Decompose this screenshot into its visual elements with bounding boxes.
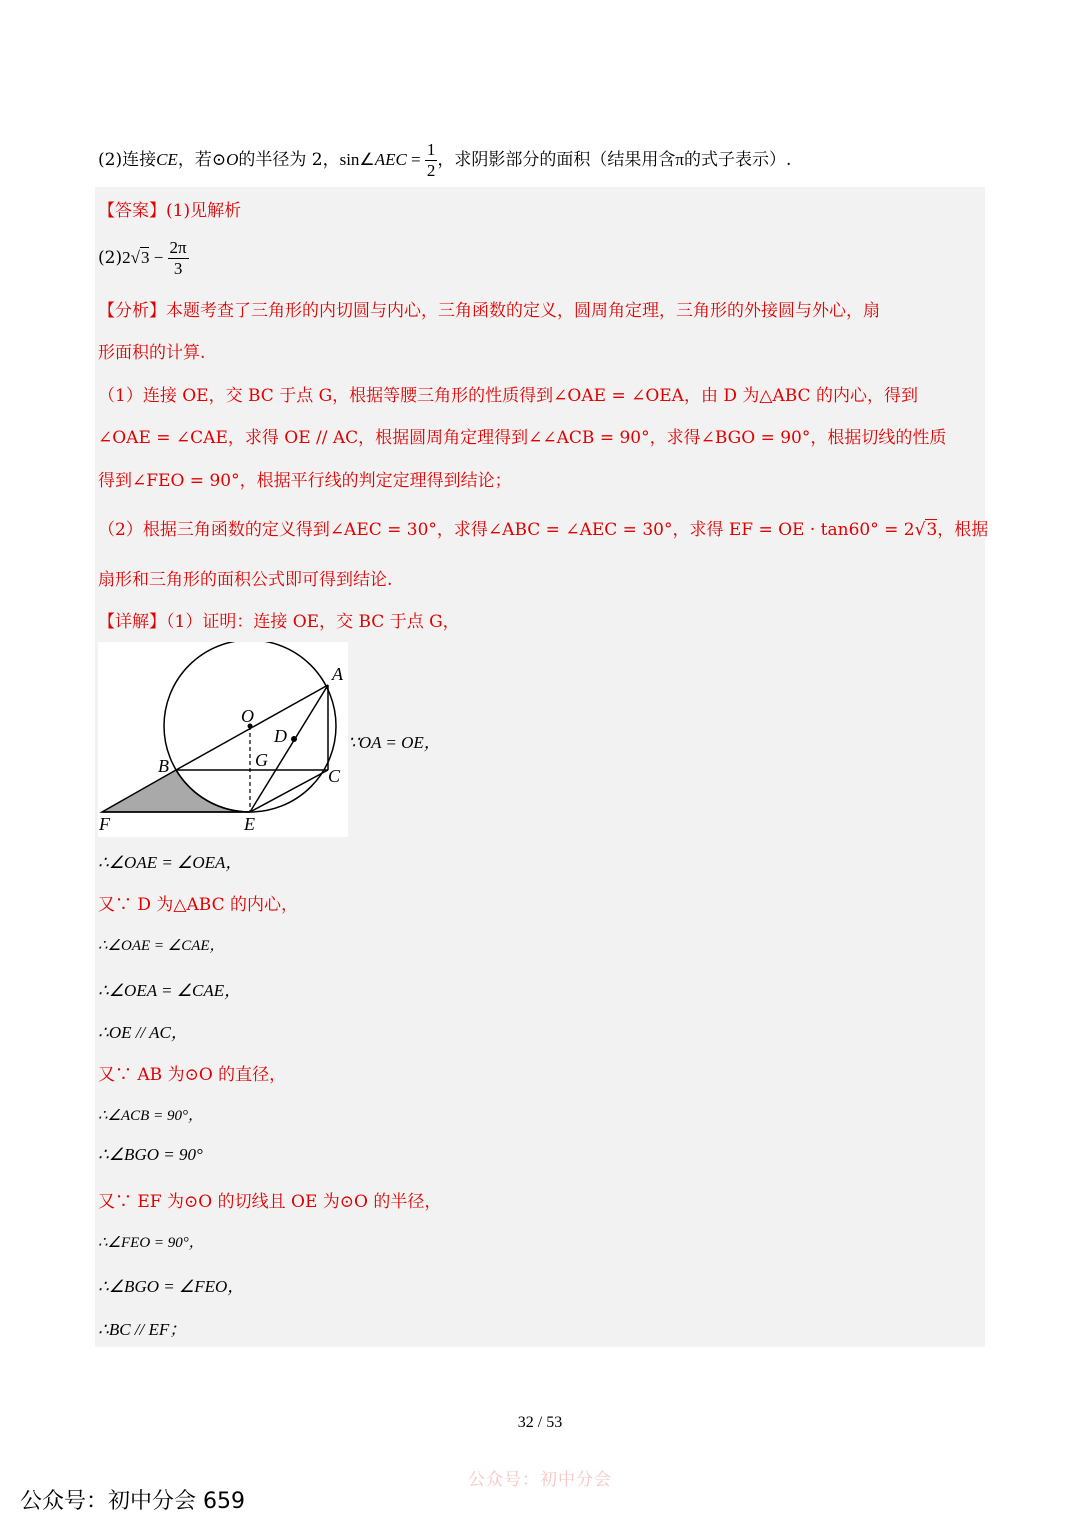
step-2: 又∵ D 为△ABC 的内心， (98, 895, 299, 915)
answer-part2: (2)2√3 − $\frac{2\pi}{3}$ (98, 238, 187, 278)
shaded-region (102, 770, 250, 812)
label-o: O (241, 706, 254, 726)
step-4: ∴∠OEA = ∠CAE， (98, 981, 242, 1000)
step-8: ∴∠BGO = 90° (98, 1145, 203, 1164)
step-6: 又∵ AB 为⊙O 的直径， (98, 1065, 287, 1085)
label-e: E (244, 814, 255, 834)
geometry-figure (98, 642, 348, 837)
chord-ae (250, 685, 328, 812)
analysis-line-3: （1）连接 OE，交 BC 于点 G，根据等腰三角形的性质得到∠OAE = ∠OEA，由 D 为△ABC 的内心，得到 (98, 386, 918, 406)
geometry-diagram (98, 642, 348, 837)
label-c: C (328, 766, 341, 786)
label-d: D (274, 726, 287, 746)
step-3: ∴∠OAE = ∠CAE， (98, 938, 225, 954)
step-12: ∴BC // EF； (98, 1320, 187, 1339)
detail-label: 【详解】（1）证明：连接 OE，交 BC 于点 G， (98, 612, 460, 632)
answer-label: 【答案】(1)见解析 (98, 201, 242, 221)
analysis-line-6: （2）根据三角函数的定义得到∠AEC = 30°，求得∠ABC = ∠AEC = 30°，求得 EF = OE · tan60° = 2√3，根据 (98, 520, 989, 540)
fraction-one-half: $\frac{1}{2}$ (426, 140, 436, 180)
step-9: 又∵ EF 为⊙O 的切线且 OE 为⊙O 的半径， (98, 1192, 442, 1212)
step-1: ∴∠OAE = ∠OEA， (98, 853, 243, 872)
analysis-line-7: 扇形和三角形的面积公式即可得到结论. (98, 570, 393, 590)
label-b: B (158, 756, 169, 776)
label-a: A (332, 664, 343, 684)
page-number: 32 / 53 (517, 1414, 563, 1431)
bottom-left-caption: 公众号：初中分会 659 (20, 1489, 245, 1514)
fraction-two-pi-over-three: $\frac{2\pi}{3}$ (169, 238, 187, 278)
chord-ce (250, 770, 328, 812)
analysis-line-2: 形面积的计算. (98, 343, 206, 363)
step-7: ∴∠ACB = 90°， (98, 1108, 203, 1124)
analysis-line-1: 【分析】本题考查了三角形的内切圆与内心，三角函数的定义，圆周角定理，三角形的外接圆与外心，扇 (98, 301, 880, 321)
step-5: ∴OE // AC， (98, 1023, 188, 1042)
label-f: F (99, 814, 110, 834)
because-oa-oe: ∵OA = OE， (348, 733, 441, 752)
analysis-line-5: 得到∠FEO = 90°，根据平行线的判定定理得到结论； (98, 471, 512, 491)
step-11: ∴∠BGO = ∠FEO， (98, 1277, 245, 1296)
watermark: 公众号：初中分会 (468, 1470, 612, 1490)
label-g: G (255, 750, 268, 770)
step-10: ∴∠FEO = 90°， (98, 1235, 204, 1251)
point-d (291, 736, 297, 742)
analysis-line-4: ∠OAE = ∠CAE，求得 OE // AC，根据圆周角定理得到∠∠ACB = 90°，求得∠BGO = 90°，根据切线的性质 (98, 428, 947, 448)
question-line: (2)连接CE，若⊙O的半径为 2，sin∠AEC = $\frac{1}{2}$ ，求阴影部分的面积（结果用含π的式子表示）. (98, 140, 792, 180)
